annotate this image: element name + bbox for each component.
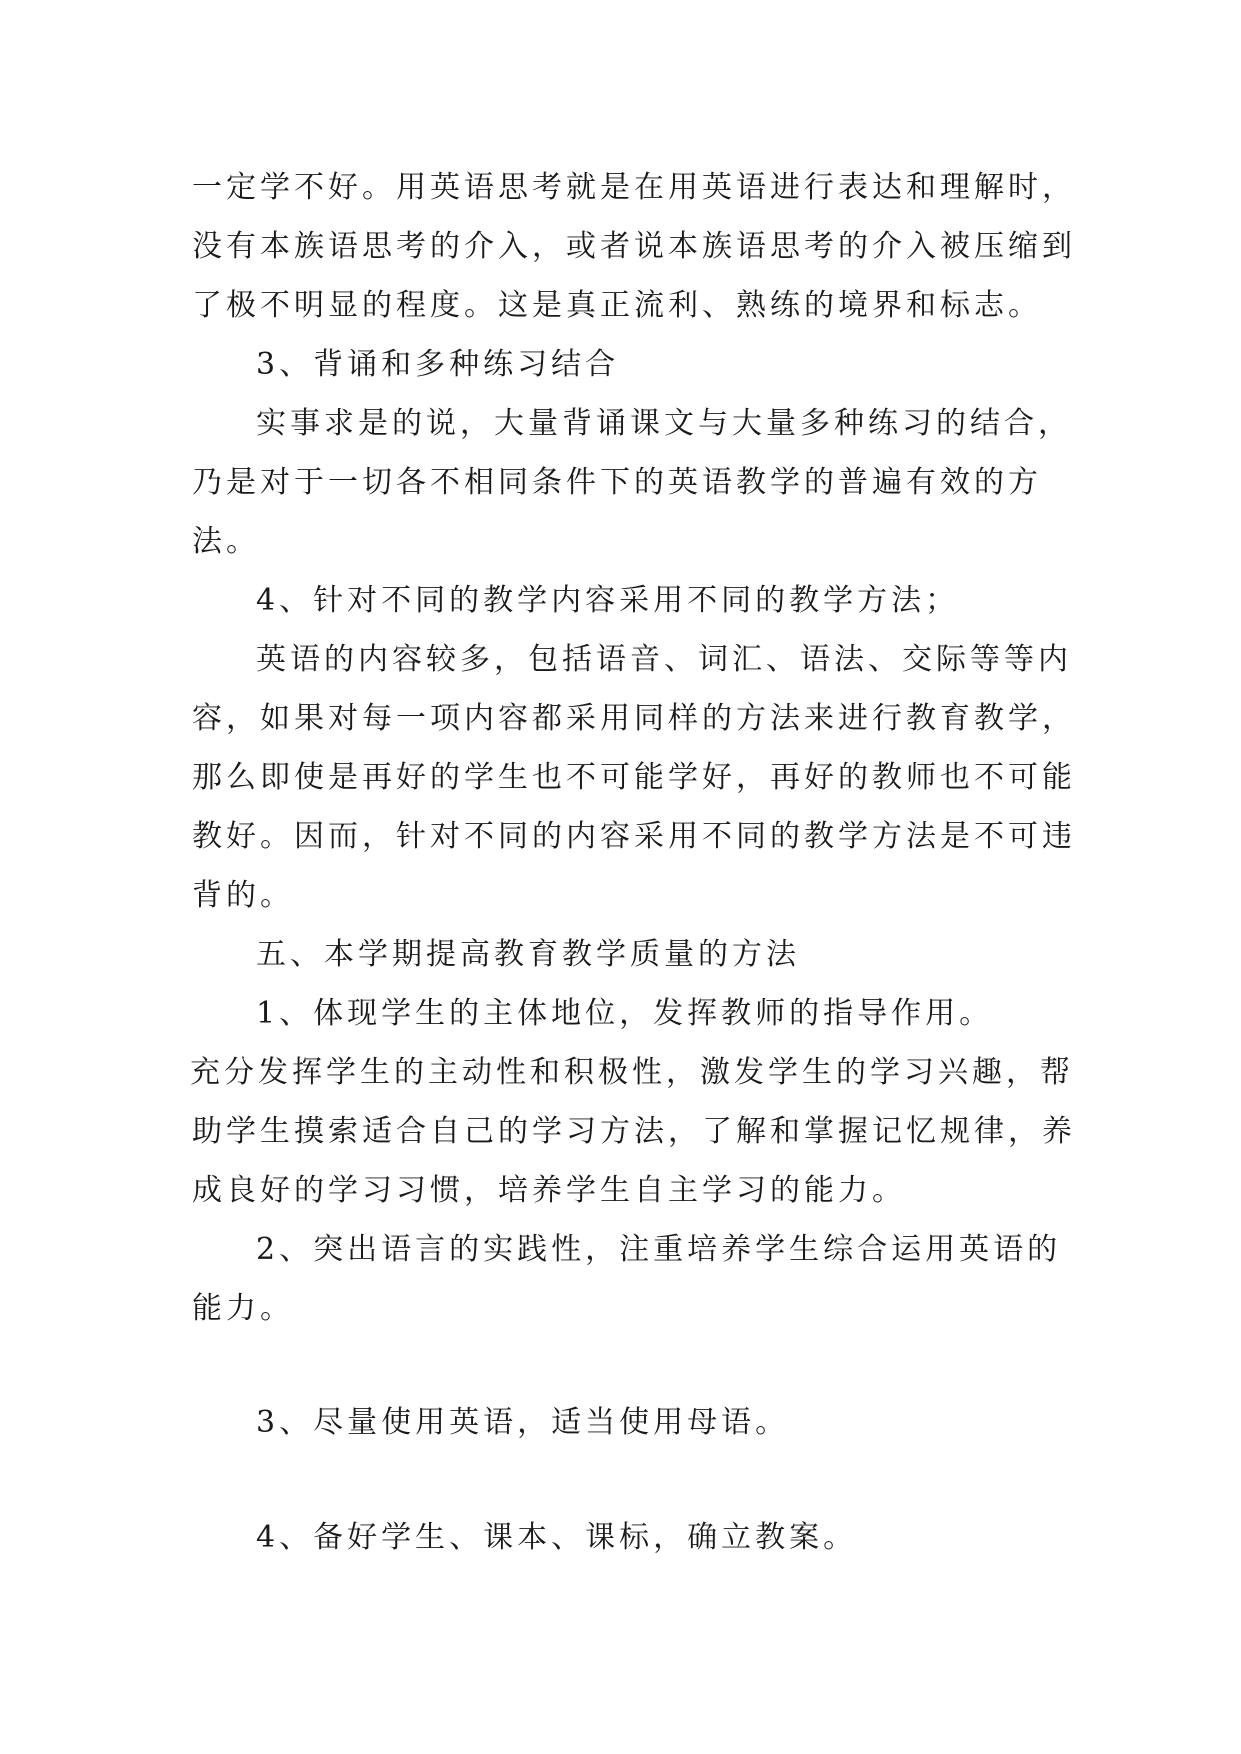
text-line: 助学生摸索适合自己的学习方法，了解和掌握记忆规律，养 [192, 1114, 1076, 1149]
text-line: 充分发挥学生的主动性和积极性，激发学生的学习兴趣，帮 [190, 1055, 1074, 1090]
subheading: 3、尽量使用英语，适当使用母语。 [256, 1405, 790, 1440]
subheading: 4、针对不同的教学内容采用不同的教学方法； [256, 583, 960, 618]
subheading: 4、备好学生、课本、课标，确立教案。 [256, 1520, 858, 1555]
section-heading: 五、本学期提高教育教学质量的方法 [256, 937, 800, 972]
text-line: 一定学不好。用英语思考就是在用英语进行表达和理解时， [192, 170, 1076, 205]
subheading: 2、突出语言的实践性，注重培养学生综合运用英语的 [256, 1232, 1062, 1267]
text-line: 乃是对于一切各不相同条件下的英语教学的普遍有效的方 [192, 465, 1042, 500]
text-line: 能力。 [192, 1291, 294, 1326]
text-line: 没有本族语思考的介入，或者说本族语思考的介入被压缩到 [192, 229, 1076, 264]
subheading: 3、背诵和多种练习结合 [256, 347, 620, 382]
text-line: 教好。因而，针对不同的内容采用不同的教学方法是不可违 [192, 819, 1076, 854]
subheading: 1、体现学生的主体地位，发挥教师的指导作用。 [256, 996, 994, 1031]
text-line: 容，如果对每一项内容都采用同样的方法来进行教育教学， [192, 701, 1076, 736]
text-line: 英语的内容较多，包括语音、词汇、语法、交际等等内 [256, 642, 1072, 677]
text-line: 那么即使是再好的学生也不可能学好，再好的教师也不可能 [192, 760, 1076, 795]
text-line: 了极不明显的程度。这是真正流利、熟练的境界和标志。 [192, 288, 1042, 323]
text-line: 法。 [192, 524, 260, 559]
text-line: 背的。 [192, 878, 294, 913]
text-line: 成良好的学习习惯，培养学生自主学习的能力。 [192, 1173, 906, 1208]
text-line: 实事求是的说，大量背诵课文与大量多种练习的结合， [256, 406, 1072, 441]
